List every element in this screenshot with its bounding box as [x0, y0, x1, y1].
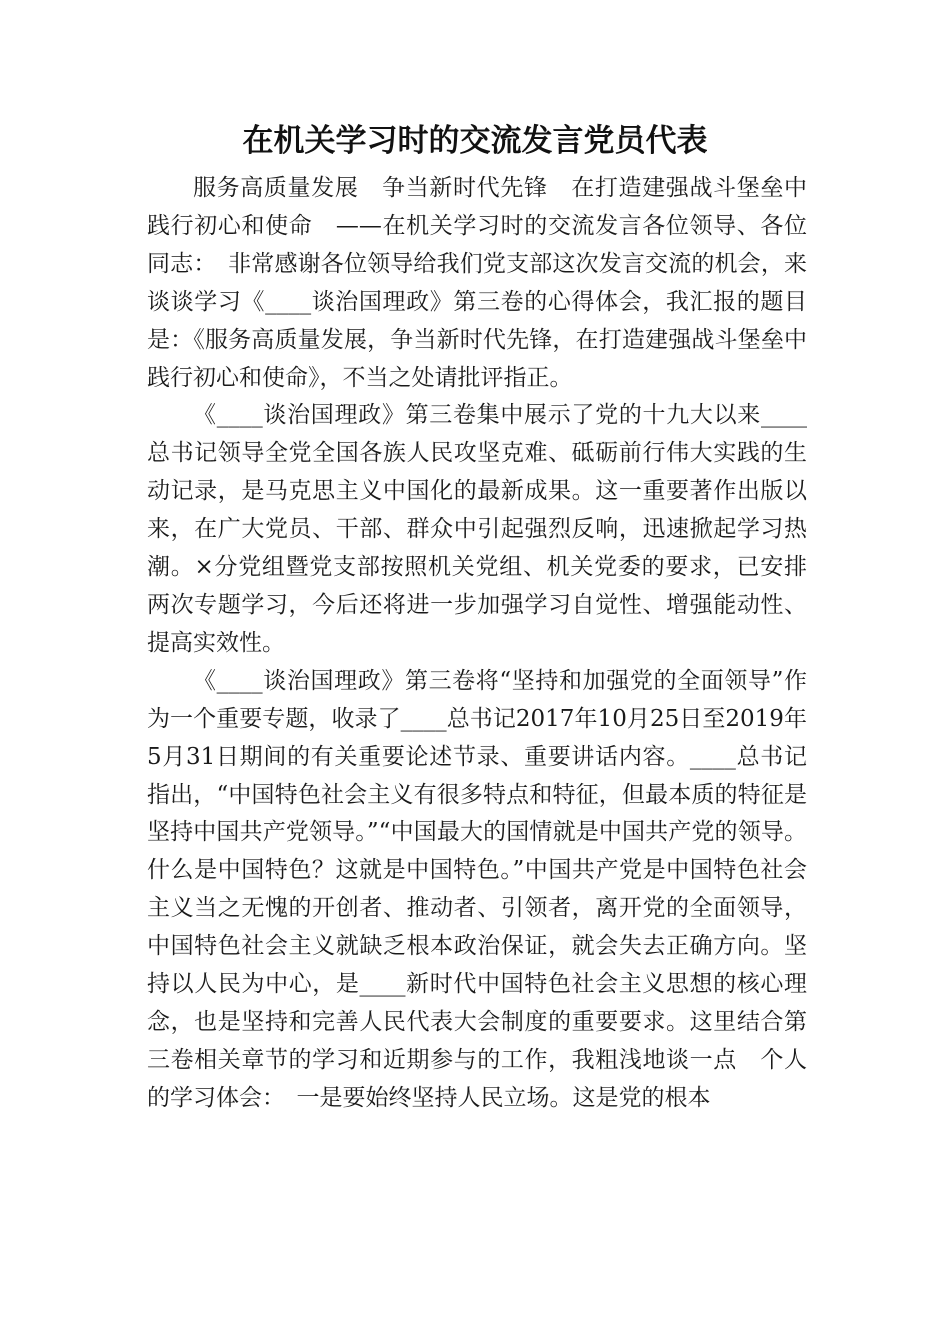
paragraph-intro: 服务高质量发展 争当新时代先锋 在打造建强战斗堡垒中践行初心和使命 ——在机关学习时的交流发言各位领导、各位同志： 非常感谢各位领导给我们党支部这次发言交流的机会，来谈谈学习《____谈治国理政》第三卷的心得体会，我汇报的题目是：《服务高质量发展，争当新时代先锋，在打造建强战斗堡垒中践行初心和使命》，不当之处请批评指正。: [147, 175, 807, 391]
document-body: [147, 170, 807, 1118]
paragraph-party-leadership: 《____谈治国理政》第三卷将“坚持和加强党的全面领导”作为一个重要专题，收录了____总书记2017年10月25日至2019年5月31日期间的有关重要论述节录、重要讲话内容。____总书记指出，“中国特色社会主义有很多特点和特征，但最本质的特征是坚持中国共产党领导。”“中国最大的国情就是中国共产党的领导。什么是中国特色？这就是中国特色。”中国共产党是中国特色社会主义当之无愧的开创者、推动者、引领者，离开党的全面领导，中国特色社会主义就缺乏根本政治保证，就会失去正确方向。坚持以人民为中心，是____新时代中国特色社会主义思想的核心理念，也是坚持和完善人民代表大会制度的重要要求。这里结合第三卷相关章节的学习和近期参与的工作，我粗浅地谈一点 个人的学习体会： 一是要始终坚持人民立场。这是党的根本: [147, 667, 807, 1111]
document-title: 在机关学习时的交流发言党员代表: [242, 123, 708, 159]
paragraph-book-overview: 《____谈治国理政》第三卷集中展示了党的十九大以来____总书记领导全党全国各族人民攻坚克难、砥砺前行伟大实践的生动记录，是马克思主义中国化的最新成果。这一重要著作出版以来，在广大党员、干部、群众中引起强烈反响，迅速掀起学习热潮。×分党组暨党支部按照机关党组、机关党委的要求，已安排两次专题学习，今后还将进一步加强学习自觉性、增强能动性、提高实效性。: [147, 402, 807, 656]
